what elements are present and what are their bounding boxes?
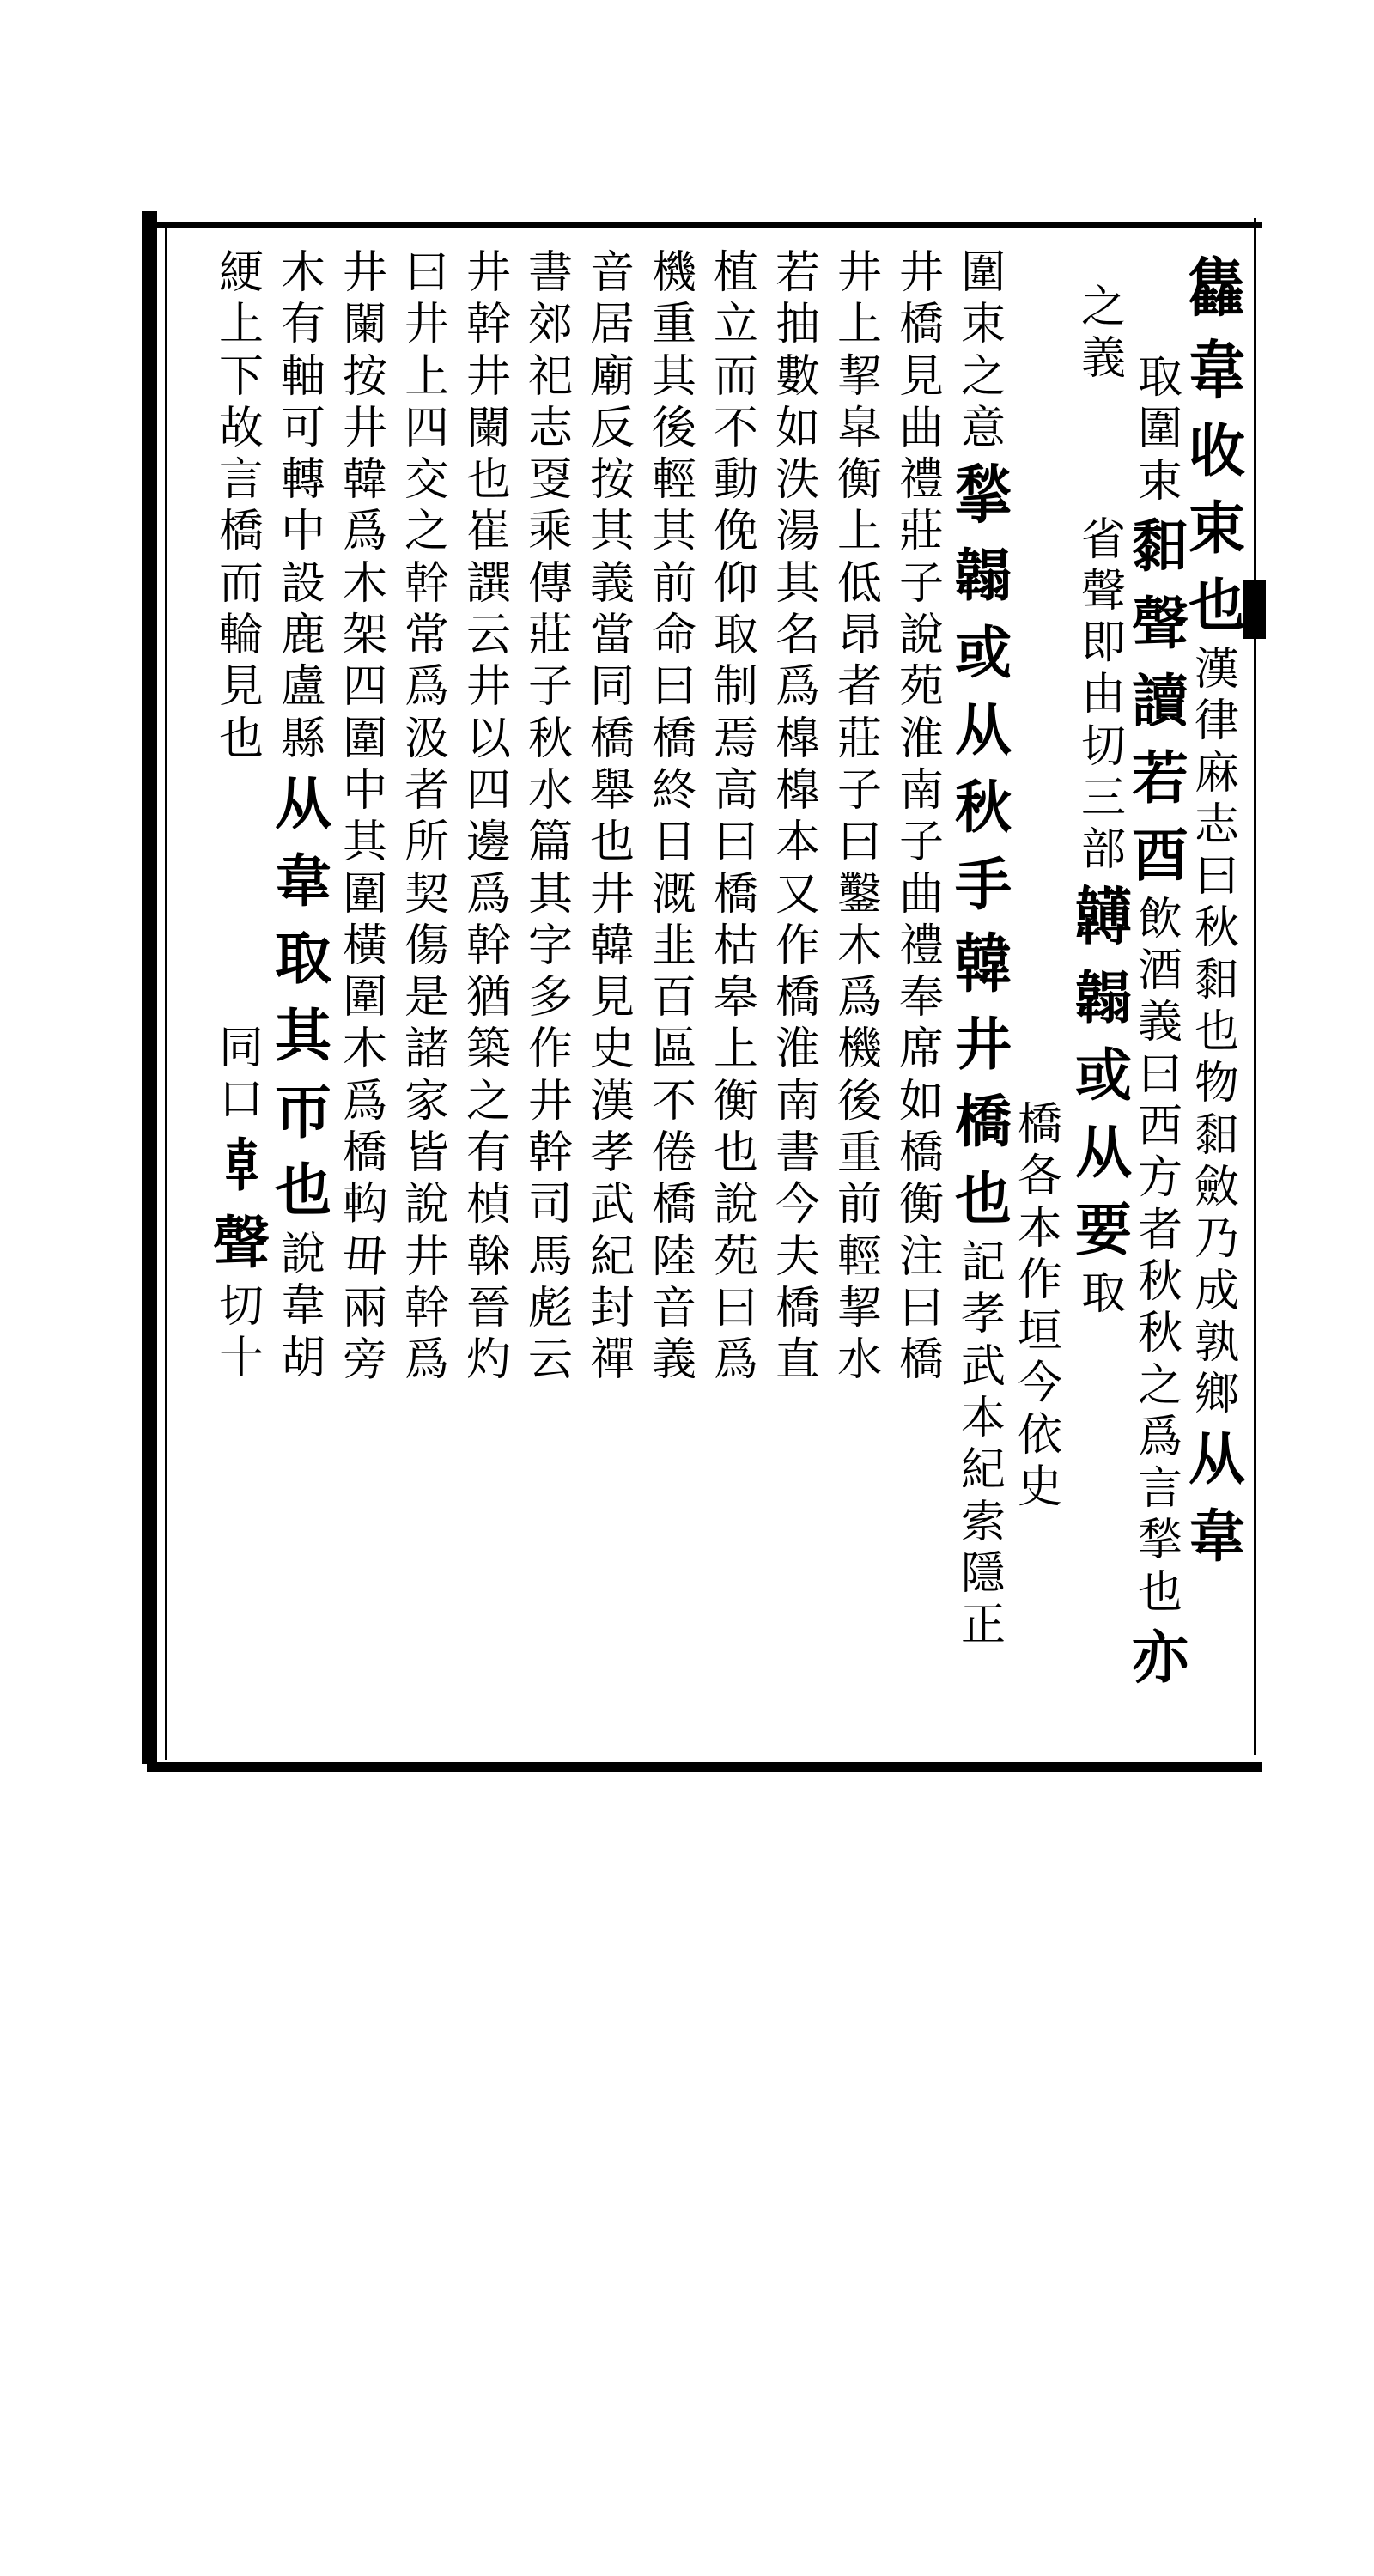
main-text: 从 韋 [1189, 1425, 1245, 1571]
frame-right-rule [1254, 218, 1256, 1755]
text-column-10: 音 居 廟 反 按 其 義 當 同 橋 舉 也 井 韓 見 史 漢 孝 武 紀 封 禪 [589, 247, 635, 1387]
seal-character: 韋 [1188, 334, 1246, 408]
text-column-13: 曰 井 上 四 交 之 幹 常 爲 汲 者 所 契 傷 是 諸 家 皆 說 井 幹 爲 [404, 247, 449, 1387]
seal-character: 韓 [954, 927, 1012, 1002]
frame-left-inner-rule [165, 225, 167, 1760]
text-column-12: 井 幹 井 闌 也 崔 譔 云 井 以 四 邊 爲 幹 猶 築 之 有 楨 榦 晉 灼 [465, 247, 511, 1387]
frame-left-rule [142, 211, 157, 1764]
seal-character: 雥 [1188, 252, 1246, 325]
text-column-1 [1189, 247, 1245, 1724]
text-column-5: 井 橋 見 曲 禮 莊 子 說 苑 淮 南 子 曲 禮 奉 席 如 橋 衡 注 曰 橋 [898, 247, 944, 1387]
text-column-4b: 橋 各 本 作 垣 今 依 史 [1017, 1099, 1062, 1514]
seal-character: 𩏯 [1074, 880, 1133, 955]
text-column-4: 圍 束 之 意 揫 䪚 或 从 秋 手 韓 井 橋 也 記 孝 武 本 紀 索 隱 正 [954, 247, 1012, 1652]
seal-character: 揫 [954, 459, 1012, 533]
text-column-6: 井 上 挈 皐 衡 上 低 昂 者 莊 子 曰 鑿 木 爲 機 後 重 前 輕 挈 水 [836, 247, 882, 1387]
text-column-14: 井 闌 按 井 韓 爲 木 架 四 圍 中 其 圍 橫 圍 木 爲 橋 𨊵 毌 兩 旁 [342, 247, 387, 1387]
text-column-7: 若 抽 數 如 泆 湯 其 名 爲 橰 橰 本 又 作 橋 淮 南 書 今 夫 橋 直 [775, 247, 820, 1387]
text-column-9: 機 重 其 後 輕 其 前 命 曰 橋 終 日 溉 韭 百 區 不 倦 橋 陸 音 義 [651, 247, 696, 1387]
text-column-15: 木 有 軸 可 轉 中 設 鹿 盧 縣 从 韋 取 其 帀 也 說 韋 胡 [275, 247, 331, 1384]
main-text: 收 束 也 [1189, 417, 1245, 639]
text-column-2: 取 圍 束 䵒 聲 讀 若 酉 飲 酒 義 曰 西 方 者 秋 秋 之 爲 言 揫 也 亦 [1132, 352, 1189, 1692]
text-column-3b [1108, 704, 1142, 2181]
text-column-11: 書 郊 祀 志 㪅 乘 傳 莊 子 秋 水 篇 其 字 多 作 井 幹 司 馬 彪 云 [527, 247, 573, 1387]
commentary: 漢 律 麻 志 曰 秋 䵒 也 物 䵒 斂 乃 成 孰 鄉 [1194, 644, 1239, 1421]
text-column-3: 之 義 省 聲 即 由 切 三 部 𩏯 䪚 或 从 要 取 [1074, 282, 1133, 1320]
text-column-16: 綆 上 下 故 言 橋 而 輪 見 也 同 口 𠦝 聲 切 十 [213, 247, 270, 1384]
text-column-8: 植 立 而 不 動 俛 仰 取 制 焉 高 曰 橋 枯 皋 上 衡 也 說 苑 曰 爲 [713, 247, 758, 1387]
